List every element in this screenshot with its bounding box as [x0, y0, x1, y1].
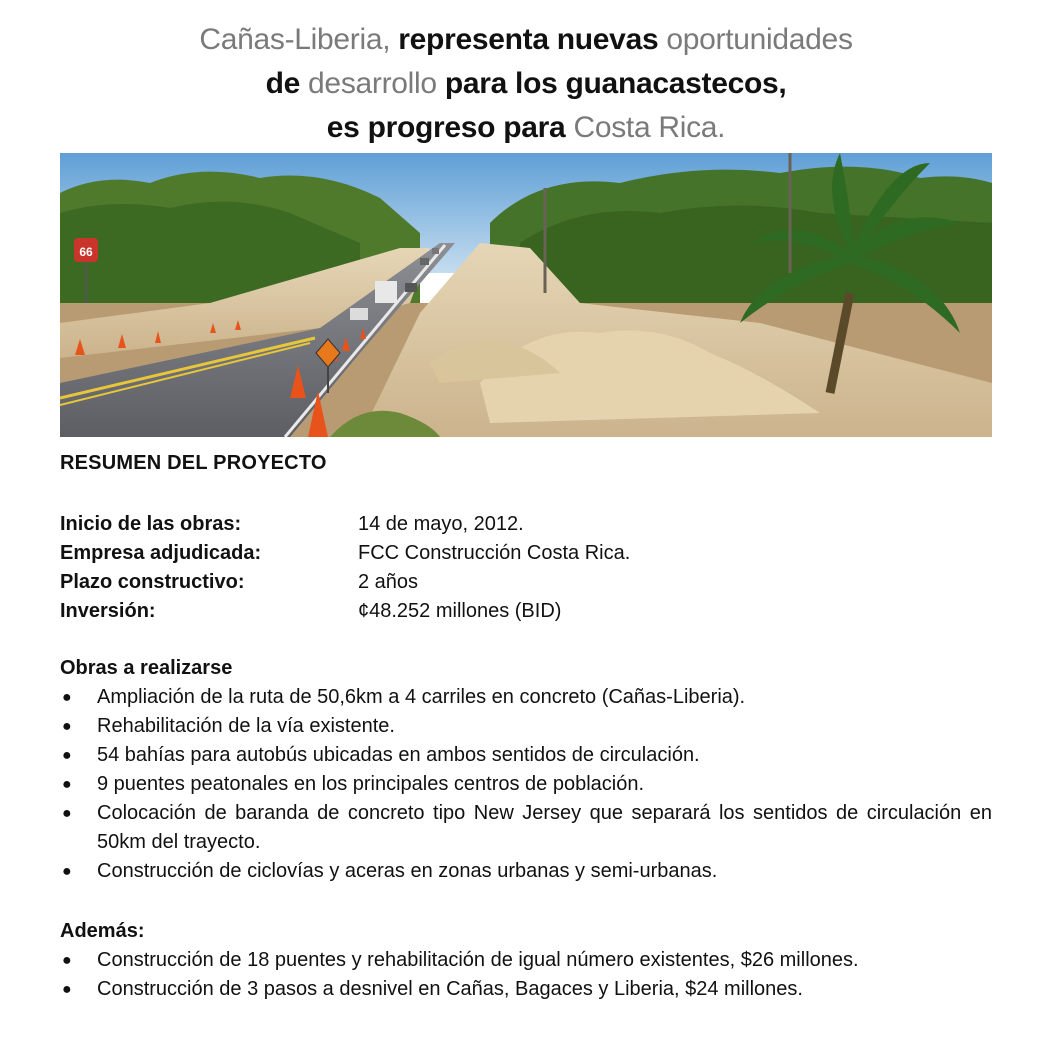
- list-item: [60, 770, 992, 799]
- bullet-icon: ●: [62, 863, 72, 880]
- list-item: [60, 975, 992, 1004]
- bullet-icon: ●: [62, 776, 72, 793]
- list-item-text: Construcción de 18 puentes y rehabilitación de igual número existentes, $26 millones.: [97, 949, 859, 971]
- list-item: [60, 799, 992, 857]
- fact-value: 2 años: [358, 571, 419, 593]
- road-construction-photo: [60, 153, 992, 437]
- bullet-icon: ●: [62, 747, 72, 764]
- extra-heading: Además:: [60, 920, 145, 942]
- headline-text: desarrollo: [308, 67, 437, 100]
- headline-line-3: [60, 106, 992, 150]
- truck: [375, 281, 397, 303]
- list-item: [60, 946, 992, 975]
- fact-label: Empresa adjudicada:: [60, 542, 262, 564]
- headline: [60, 18, 992, 150]
- fact-label: Inicio de las obras:: [60, 513, 242, 535]
- list-item: [60, 712, 992, 741]
- bullet-icon: ●: [62, 718, 72, 735]
- list-item: [60, 857, 992, 886]
- fact-label: Inversión:: [60, 600, 156, 622]
- bullet-icon: ●: [62, 689, 72, 706]
- headline-text: de: [265, 67, 300, 100]
- works-heading: Obras a realizarse: [60, 657, 233, 679]
- fact-value: ¢48.252 millones (BID): [358, 600, 562, 622]
- list-item-text: Ampliación de la ruta de 50,6km a 4 carriles en concreto (Cañas-Liberia).: [97, 686, 746, 708]
- bullet-icon: ●: [62, 805, 72, 822]
- headline-text: es progreso para: [326, 111, 566, 144]
- list-item: [60, 741, 992, 770]
- list-item-text: Construcción de 3 pasos a desnivel en Cañas, Bagaces y Liberia, $24 millones.: [97, 978, 803, 1000]
- fact-row-start: [60, 510, 992, 539]
- headline-line-1: [60, 18, 992, 62]
- list-item-text: Rehabilitación de la vía existente.: [97, 715, 395, 737]
- list-item-text: Colocación de baranda de concreto tipo New Jersey que separará los sentidos de circulación en 50km del trayecto.: [97, 802, 992, 853]
- fact-value: FCC Construcción Costa Rica.: [358, 542, 631, 564]
- headline-line-2: [60, 62, 992, 106]
- fact-row-company: [60, 539, 992, 568]
- headline-text: Costa Rica.: [573, 111, 726, 144]
- project-facts: [60, 510, 992, 626]
- fact-row-duration: [60, 568, 992, 597]
- fact-label: Plazo constructivo:: [60, 571, 245, 593]
- gas-station-sign-text: 66: [79, 245, 93, 259]
- bullet-icon: ●: [62, 952, 72, 969]
- list-item-text: 54 bahías para autobús ubicadas en ambos sentidos de circulación.: [97, 744, 700, 766]
- headline-text: para los guanacastecos,: [444, 67, 787, 100]
- list-item: [60, 683, 992, 712]
- fact-row-investment: [60, 597, 992, 626]
- list-item-text: Construcción de ciclovías y aceras en zonas urbanas y semi-urbanas.: [97, 860, 718, 882]
- section-title: RESUMEN DEL PROYECTO: [60, 452, 327, 474]
- list-item-text: 9 puentes peatonales en los principales centros de población.: [97, 773, 645, 795]
- works-list: [60, 683, 992, 886]
- extra-list: [60, 946, 992, 1004]
- headline-text: representa nuevas: [398, 23, 659, 56]
- headline-text: Cañas-Liberia,: [199, 23, 391, 56]
- bullet-icon: ●: [62, 981, 72, 998]
- fact-value: 14 de mayo, 2012.: [358, 513, 524, 535]
- headline-text: oportunidades: [666, 23, 853, 56]
